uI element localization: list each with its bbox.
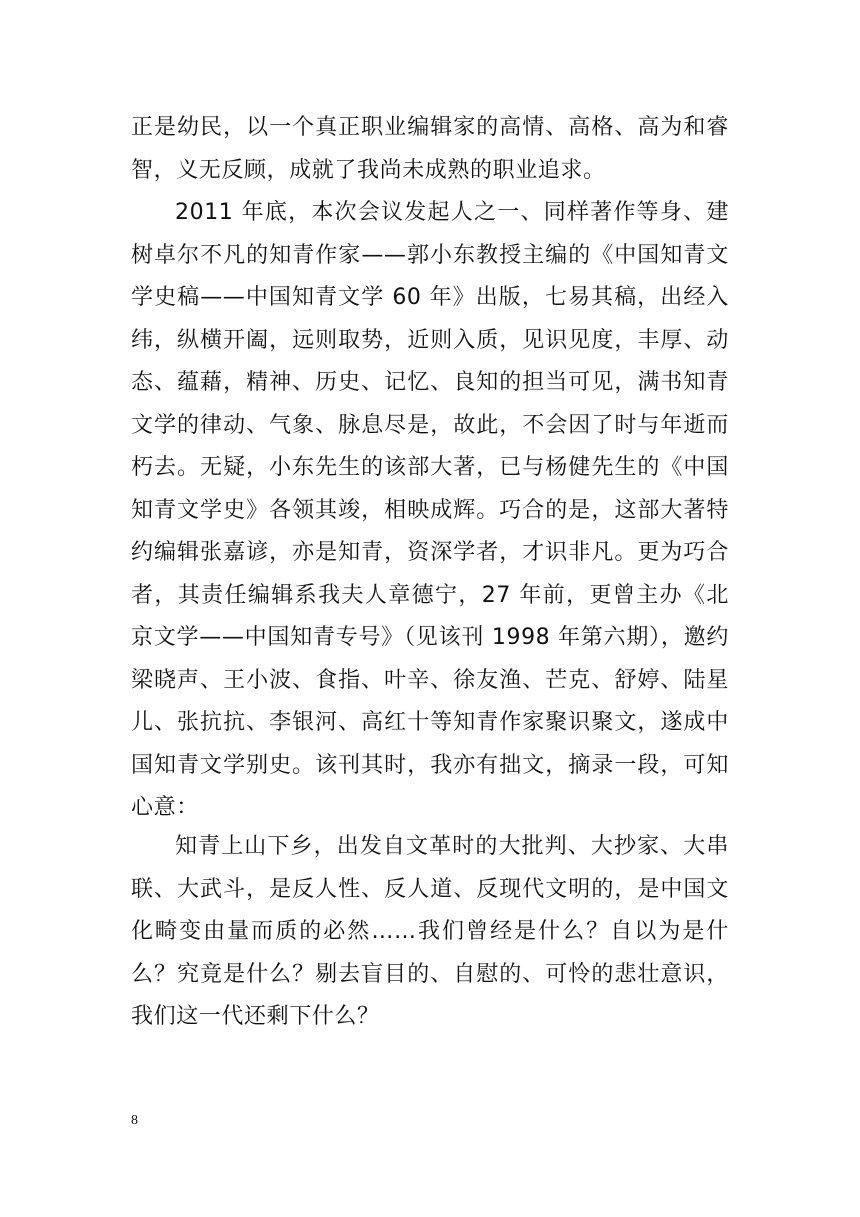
page-number: 8 xyxy=(131,1113,138,1128)
paragraph-main: 2011 年底，本次会议发起人之一、同样著作等身、建树卓尔不凡的知青作家——郭小东教授主编的《中国知青文学史稿——中国知青文学 60 年》出版，七易其稿，出经入纬，纵横开阖，远则取势，近则入质，见识见度，丰厚、动态、蕴藉，精神、历史、记忆、良知的担当可见，满书知青文学的律动、气象、脉息尽是，故此，不会因了时与年逝而朽去。无疑，小东先生的该部大著，已与杨健先生的《中国知青文学史》各领其竣，相映成辉。巧合的是，这部大著特约编辑张嘉谚，亦是知青，资深学者，才识非凡。更为巧合者，其责任编辑系我夫人章德宁，27 年前，更曾主办《北京文学——中国知青专号》（见该刊 1998 年第六期），邀约梁晓声、王小波、食指、叶辛、徐友渔、芒克、舒婷、陆星儿、张抗抗、李银河、高红十等知青作家聚识聚文，遂成中国知青文学别史。该刊其时，我亦有拙文，摘录一段，可知心意： xyxy=(131,200,729,820)
paragraph-continuation: 正是幼民，以一个真正职业编辑家的高情、高格、高为和睿智，义无反顾，成就了我尚未成熟的职业追求。 xyxy=(131,115,729,183)
paragraph-quote: 知青上山下乡，出发自文革时的大批判、大抄家、大串联、大武斗，是反人性、反人道、反现代文明的，是中国文化畸变由量而质的必然……我们曾经是什么？自以为是什么？究竟是什么？剔去盲目的、自慰的、可怜的悲壮意识，我们这一代还剩下什么？ xyxy=(131,834,729,1029)
